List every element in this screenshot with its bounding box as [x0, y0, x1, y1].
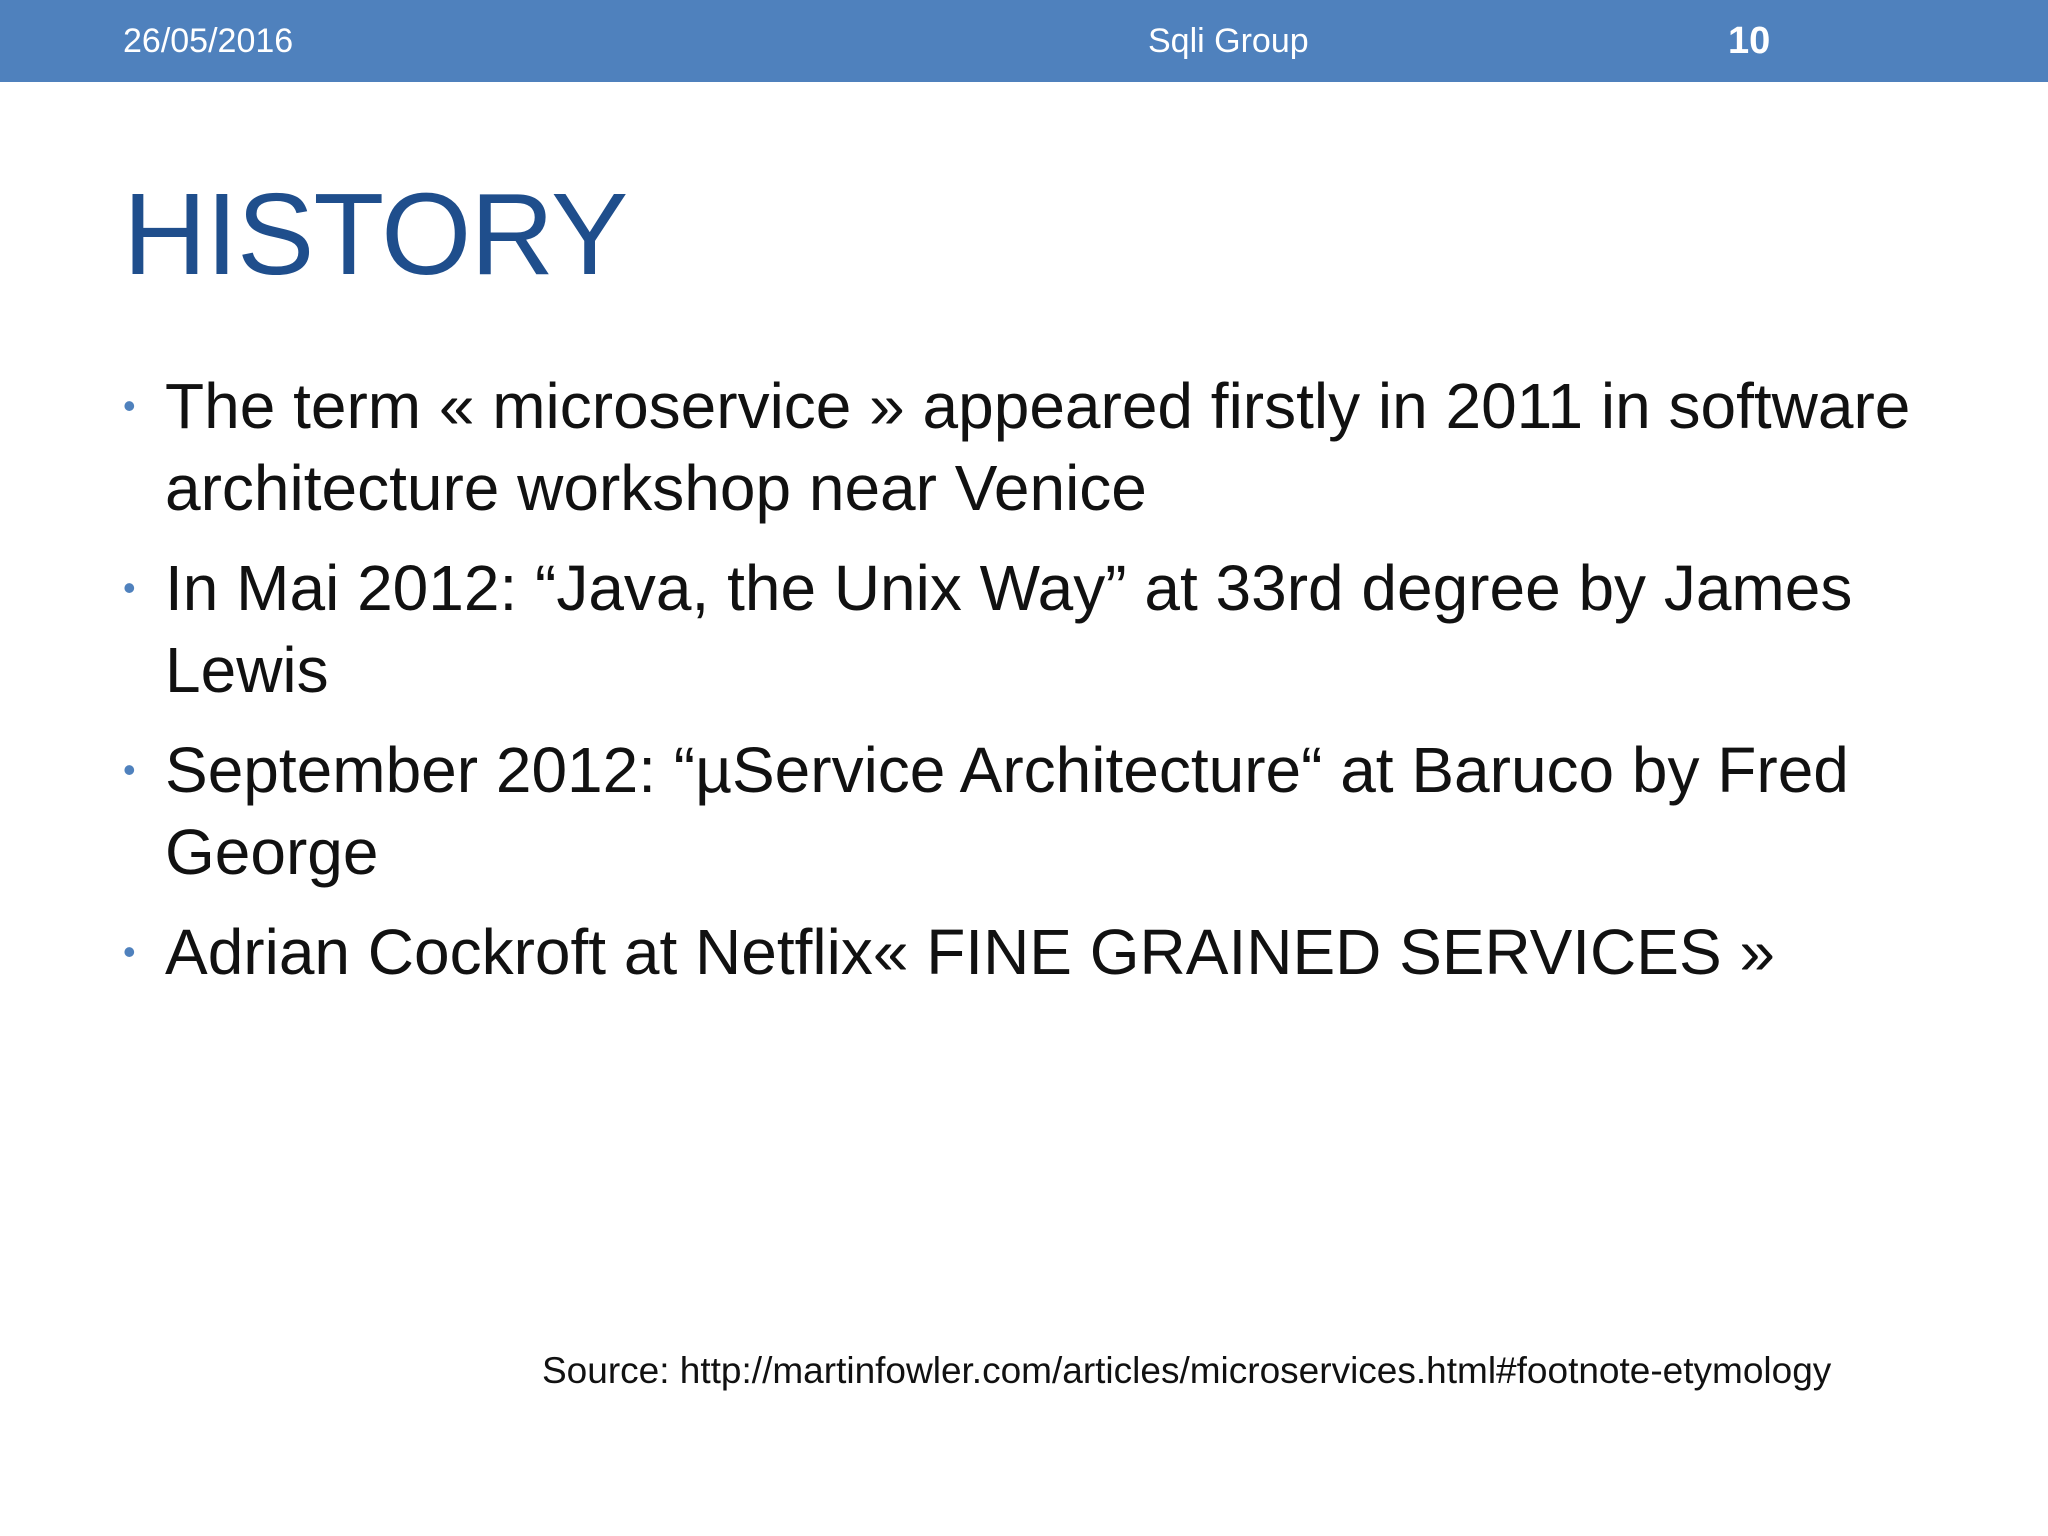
bullet-text-2: In Mai 2012: “Java, the Unix Way” at 33rd degree by James Lewis — [165, 552, 1853, 706]
header-bar — [0, 0, 2048, 82]
bullet-text-4: Adrian Cockroft at Netflix« FINE GRAINED SERVICES » — [165, 916, 1775, 988]
header-date: 26/05/2016 — [123, 22, 294, 60]
bullet-icon: • — [123, 931, 136, 972]
bullet-icon: • — [123, 385, 136, 426]
bullet-item-4 — [123, 911, 1923, 993]
bullet-item-3 — [123, 729, 1923, 893]
bullet-icon: • — [123, 749, 136, 790]
bullet-text-3: September 2012: “µService Architecture“ at Baruco by Fred George — [165, 734, 1849, 888]
page-number: 10 — [1728, 20, 1771, 62]
bullet-item-1 — [123, 365, 1923, 529]
bullet-list — [123, 365, 1923, 1011]
source-citation: Source: http://martinfowler.com/articles/microservices.html#footnote-etymology — [542, 1350, 1832, 1391]
bullet-item-2 — [123, 547, 1923, 711]
header-company: Sqli Group — [1148, 22, 1309, 60]
bullet-icon: • — [123, 567, 136, 608]
bullet-text-1: The term « microservice » appeared firstly in 2011 in software architecture workshop near Venice — [165, 370, 1911, 524]
slide-title: HISTORY — [123, 169, 628, 299]
